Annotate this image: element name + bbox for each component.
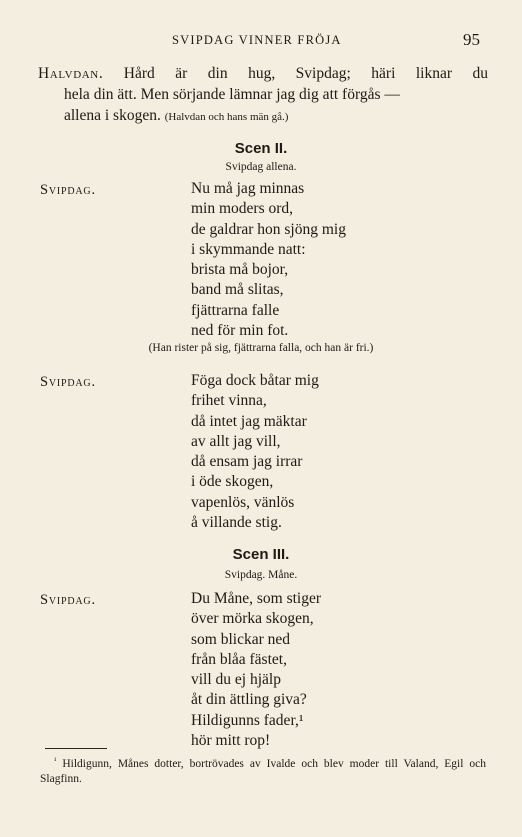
verse-line: som blickar ned: [191, 630, 291, 648]
scene-3-subtitle: Svipdag. Måne.: [224, 569, 298, 581]
verse-line: Hildigunns fader,¹: [191, 711, 304, 729]
running-head-title: SVIPDAG VINNER FRÖJA: [172, 33, 342, 47]
verse-line: över mörka skogen,: [191, 610, 314, 628]
footnote-divider: [45, 748, 107, 749]
halvdan-line-2: hela din ätt. Men sörjande lämnar jag dig att förgås —: [64, 86, 400, 103]
verse-line: av allt jag vill,: [191, 432, 281, 450]
verse-block-2: [191, 371, 319, 533]
halvdan-line-1: Halvdan. Hård är din hug, Svipdag; häri liknar du: [38, 65, 488, 82]
scene-2-title: Scen II.: [234, 140, 288, 157]
halvdan-line-3: allena i skogen. (Halvdan och hans män gå.): [64, 107, 289, 124]
verse-line: åt din ättling giva?: [191, 691, 307, 709]
verse-line: de galdrar hon sjöng mig: [191, 220, 346, 238]
verse-block-1: [191, 179, 346, 341]
verse-line: då intet jag mäktar: [191, 412, 307, 430]
verse-line: i skymmande natt:: [191, 240, 306, 258]
footnote-marker: ¹: [54, 756, 57, 765]
verse-line: min moders ord,: [191, 200, 294, 218]
speaker-svipdag-2: Svipdag.: [40, 374, 96, 390]
verse-line: Nu må jag minnas: [191, 180, 305, 197]
verse-line: frihet vinna,: [191, 392, 267, 410]
verse-line: ned för min fot.: [191, 322, 289, 340]
verse-line: vill du ej hjälp: [191, 671, 281, 689]
speaker-halvdan: Halvdan.: [38, 65, 104, 82]
scene-2-subtitle: Svipdag allena.: [225, 161, 297, 173]
page-number: 95: [463, 30, 480, 49]
verse-line: vapenlös, vänlös: [191, 493, 295, 511]
verse-line: från blåa fästet,: [191, 650, 287, 668]
speaker-svipdag-1: Svipdag.: [40, 182, 96, 198]
verse-line: Föga dock båtar mig: [191, 372, 319, 389]
verse-line: fjättrarna falle: [191, 301, 280, 319]
halvdan-speech: [38, 63, 488, 128]
verse-line: brista må bojor,: [191, 261, 289, 279]
verse-line: band må slitas,: [191, 281, 284, 299]
scene-3-title: Scen III.: [232, 546, 290, 563]
verse-line: Du Måne, som stiger: [191, 590, 322, 607]
stage-direction-exit: (Halvdan och hans män gå.): [164, 111, 289, 123]
running-head: [0, 30, 522, 51]
speaker-svipdag-3: Svipdag.: [40, 592, 96, 608]
stage-direction: (Han rister på sig, fjättrarna falla, och han är fri.): [148, 342, 374, 354]
verse-block-3: [191, 589, 321, 751]
verse-line: då ensam jag irrar: [191, 453, 303, 471]
verse-line: i öde skogen,: [191, 473, 274, 491]
footnote: [40, 753, 486, 787]
verse-line: hör mitt rop!: [191, 732, 271, 750]
verse-line: å villande stig.: [191, 514, 282, 532]
footnote-text: Hildigunn, Månes dotter, bortrövades av Ivalde och blev moder till Valand, Egil och Slagfinn.: [40, 758, 486, 785]
